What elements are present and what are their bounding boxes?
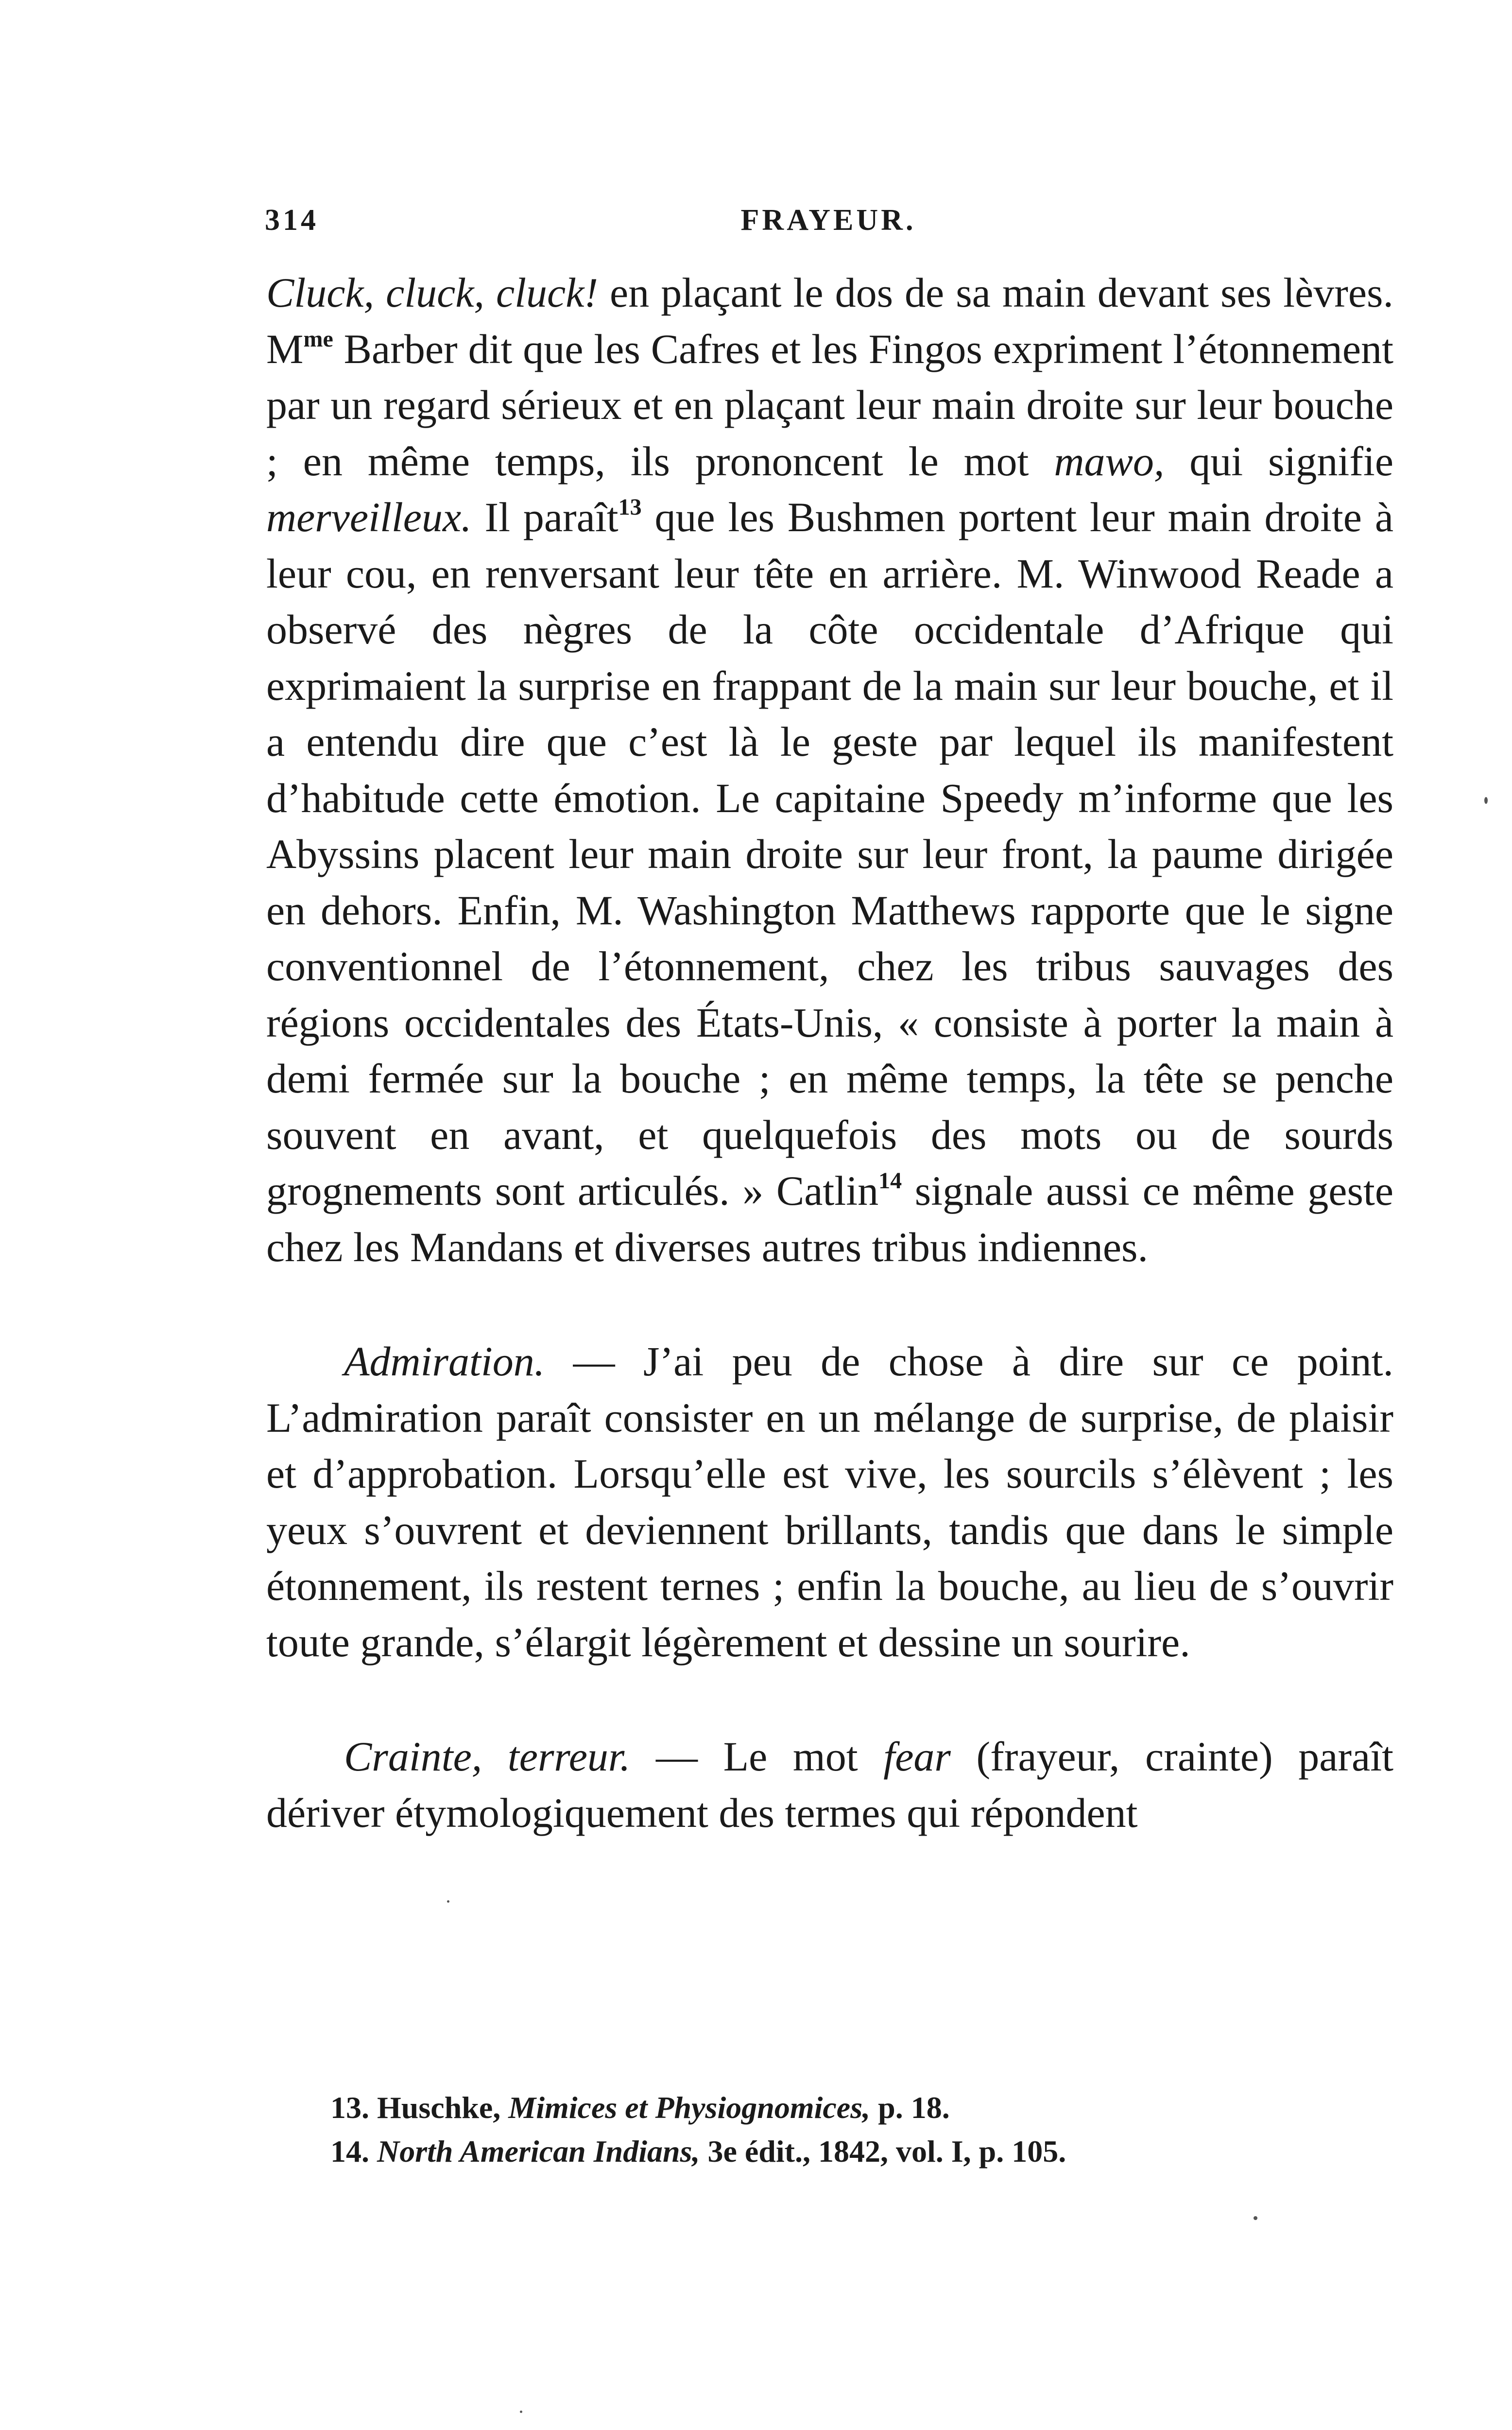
paragraph-text: en plaçant le dos de sa main devant ses lèvres. M — [266, 269, 1393, 372]
paragraph-admiration — [266, 1334, 1393, 1670]
footnote-text: Huschke, — [369, 2090, 509, 2125]
paragraph-text: que les Bushmen portent leur main droite à leur cou, en renversant leur tête en arrière. M. Winwood Reade a observé des nègres de la côte occidentale d’Afrique qui exprimaient la surprise en frappant de la main sur leur bouche, et il a entendu dire que c’est là le geste par lequel ils manifestent d’habitude cette émotion. Le capitaine Speedy m’informe que les Abyssins placent leur main droite sur leur front, la paume dirigée en dehors. Enfin, M. Washington Matthews rapporte que le signe conventionnel de l’étonnement, chez les tribus sauvages des régions occidentales des États-Unis, « consiste à porter la main à demi fermée sur la bouche ; en même temps, la tête se penche souvent en avant, et quelquefois des mots ou de sourds grognements sont articulés. » Catlin — [266, 494, 1393, 1214]
paragraph-text: qui signifie — [1164, 437, 1393, 485]
footnote-ref-14: 14 — [878, 1168, 902, 1194]
section-heading-crainte: Crainte, terreur. — [344, 1733, 631, 1780]
footnote-ref-13: 13 — [618, 494, 642, 520]
italic-text: merveilleux. — [266, 494, 472, 540]
paragraph-text: — Le mot — [630, 1733, 884, 1780]
footnote-text: 3e édit., 1842, vol. I, p. 105. — [700, 2134, 1066, 2169]
footnote-text — [369, 2134, 377, 2169]
italic-text: fear — [883, 1733, 951, 1780]
footnotes — [330, 2086, 1399, 2173]
paragraph-text: — J’ai peu de chose à dire sur ce point. L’admiration paraît consister en un mélange de surprise, de plaisir et d’approbation. Lorsqu’elle est vive, les sourcils s’élèvent ; les yeux s’ouvrent et deviennent brillants, tandis que dans le simple étonnement, ils restent ternes ; enfin la bouche, au lieu de s’ouvrir toute grande, s’élargit légèrement et dessine un sourire. — [266, 1338, 1393, 1666]
paragraph-text: signale aussi ce même geste chez les Mandans et diverses autres tribus indiennes. — [266, 1167, 1393, 1270]
italic-text: Cluck, cluck, cluck! — [266, 269, 599, 316]
body-text — [266, 265, 1393, 1841]
running-title: FRAYEUR. — [740, 204, 916, 237]
footnote-number: 14. — [330, 2134, 369, 2169]
footnote-13 — [330, 2086, 1399, 2130]
paragraph-crainte — [266, 1729, 1393, 1841]
italic-text: mawo, — [1054, 437, 1165, 485]
paragraph-text: (frayeur, crainte) paraît dériver étymologiquement des termes qui répondent — [266, 1733, 1393, 1836]
page-header — [265, 203, 1392, 242]
ink-speck — [447, 1900, 449, 1903]
footnote-title: Mimices et Physiognomices, — [508, 2090, 871, 2125]
paragraph-text: Il paraît — [471, 494, 619, 540]
footnote-14 — [330, 2130, 1399, 2173]
ink-speck — [1254, 2216, 1257, 2220]
ink-speck — [520, 2411, 522, 2413]
paragraph-text: Barber dit que les Cafres et les Fingos expriment l’étonnement par un regard sérieux et en plaçant leur main droite sur leur bouche ; en même temps, ils prononcent le mot — [266, 325, 1393, 485]
paragraph-surprise-gestures — [266, 265, 1393, 1275]
footnote-number: 13. — [330, 2090, 369, 2125]
section-heading-admiration: Admiration. — [344, 1338, 545, 1385]
footnote-title: North American Indians, — [377, 2134, 700, 2169]
page-number: 314 — [265, 204, 319, 237]
ink-speck — [1484, 797, 1488, 804]
superscript-mme: me — [303, 326, 333, 352]
footnote-text: p. 18. — [870, 2090, 950, 2125]
